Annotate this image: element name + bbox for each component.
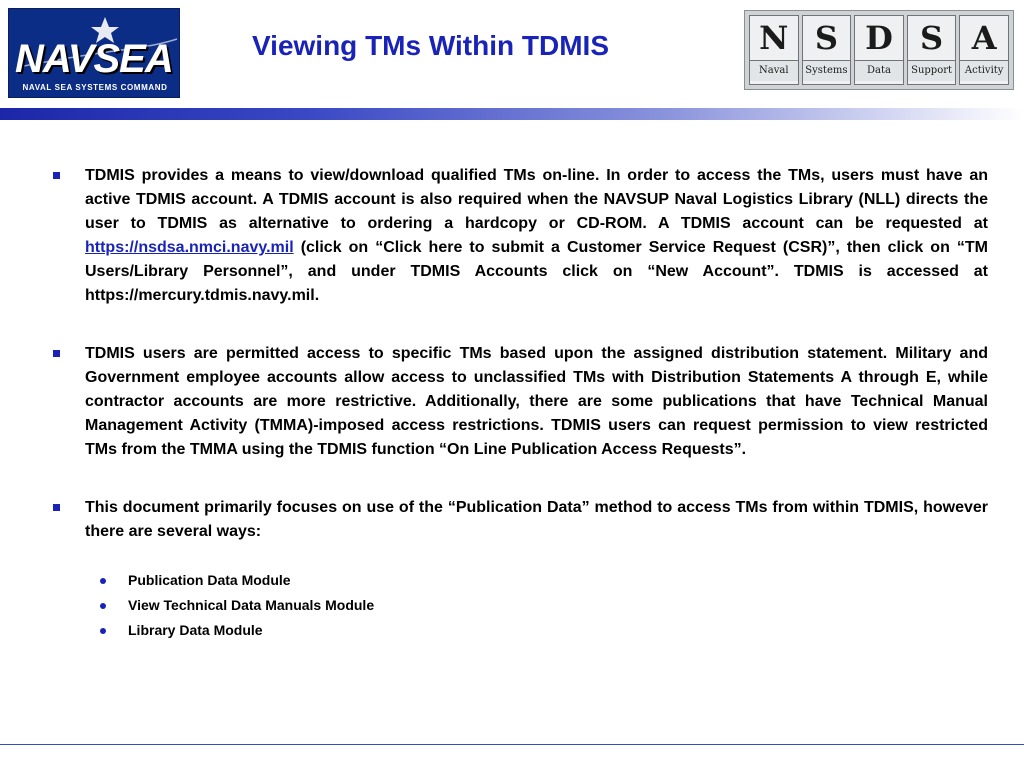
nsdsa-letter: N [759,19,789,57]
list-item [128,618,988,643]
nsdsa-link[interactable]: https://nsdsa.nmci.navy.mil [85,239,294,256]
nsdsa-word: Activity [960,60,1008,81]
round-bullet-icon [100,603,106,609]
paragraph-text: TDMIS users are permitted access to specific TMs based upon the assigned distribution statement. Military and Government employee accounts allow access to unclassified TMs with Distribution Statements A through E, while contractor accounts are more restrictive. Additionally, there are some publications that have Technical Manual Management Activity (TMMA)-imposed access restrictions. TDMIS users can request permission to view restricted TMs from the TMMA using the TDMIS function “On Line Publication Access Requests”. [85,345,988,458]
list-item [128,593,988,618]
nsdsa-word: Data [855,60,903,81]
footer-divider [0,744,1024,745]
paragraph-methods-intro [52,496,988,544]
content-body [52,164,988,643]
nsdsa-letter: S [920,19,944,57]
navsea-wordmark: NAVSEA [15,37,173,81]
methods-list [52,568,988,643]
nsdsa-cell-data [854,15,904,85]
round-bullet-icon [100,628,106,634]
list-item-label: Library Data Module [128,622,263,638]
list-item-label: View Technical Data Manuals Module [128,597,375,613]
nsdsa-cell-activity [959,15,1009,85]
nsdsa-letter: S [814,19,838,57]
list-item-label: Publication Data Module [128,572,291,588]
nsdsa-logo [744,10,1014,90]
nsdsa-letter: D [865,19,893,57]
nsdsa-word: Support [908,60,956,81]
square-bullet-icon [53,350,60,357]
header-gradient-band [0,108,1024,120]
nsdsa-cell-support [907,15,957,85]
navsea-logo [8,8,180,98]
paragraph-account-access [52,164,988,308]
list-item [128,568,988,593]
paragraph-permissions [52,342,988,462]
paragraph-text: TDMIS provides a means to view/download qualified TMs on-line. In order to access the TMs, users must have an active TDMIS account. A TDMIS account is also required when the NAVSUP Naval Logistics Library (NLL) directs the user to TDMIS as alternative to ordering a hardcopy or CD-ROM. A TDMIS account can be requested at [85,167,988,232]
paragraph-text: (click on “Click here to submit a Customer Service Request (CSR)”, then click on “TM Users/Library Personnel”, and under TDMIS Accounts click on “New Account”. TDMIS is accessed at https://mercury.tdmis.navy.mil. [85,239,988,304]
nsdsa-word: Systems [803,60,851,81]
square-bullet-icon [53,504,60,511]
square-bullet-icon [53,172,60,179]
paragraph-text: This document primarily focuses on use of the “Publication Data” method to access TMs from within TDMIS, however there are several ways: [85,499,988,540]
nsdsa-cell-systems [802,15,852,85]
page-title: Viewing TMs Within TDMIS [252,30,609,61]
nsdsa-letter: A [971,19,997,57]
nsdsa-cell-naval [749,15,799,85]
navsea-subtitle: NAVAL SEA SYSTEMS COMMAND [22,83,168,92]
round-bullet-icon [100,578,106,584]
nsdsa-word: Naval [750,60,798,81]
